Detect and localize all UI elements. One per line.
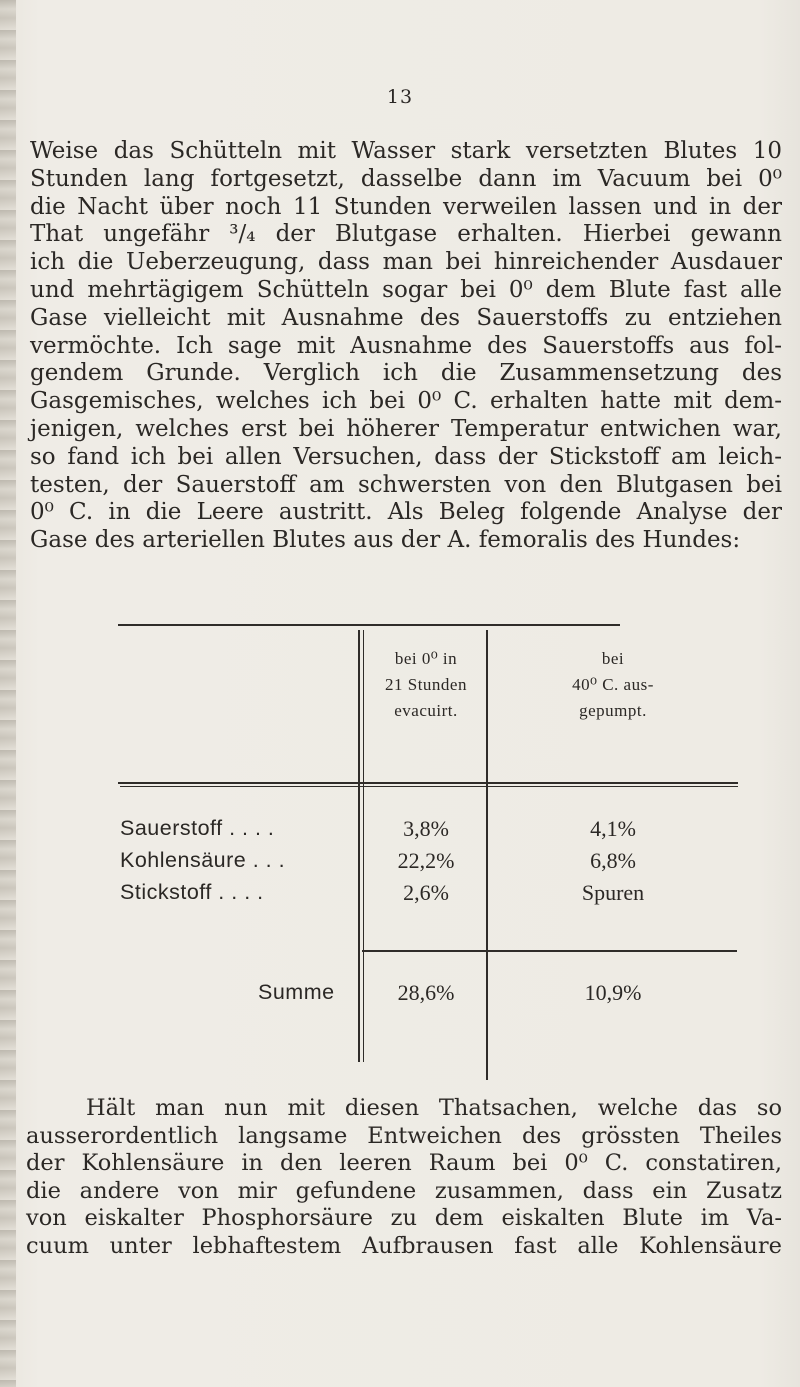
text-line: ich die Ueberzeugung, dass man bei hinreichender Ausdauer: [30, 249, 782, 276]
header-col-1-line: 21 Stunden: [385, 675, 467, 694]
text-line: der Kohlensäure in den leeren Raum bei 0⁰ C. constatiren,: [26, 1150, 782, 1176]
table-cell: 2,6%: [403, 880, 449, 905]
table-cell: 6,8%: [590, 848, 636, 873]
text-line: 0⁰ C. in die Leere austritt. Als Beleg folgende Analyse der: [30, 499, 782, 526]
row-label: Stickstoff . . . .: [120, 880, 264, 904]
table-cell: 4,1%: [590, 816, 636, 841]
row-label: Kohlensäure . . .: [120, 848, 286, 872]
column-rule-right: [486, 630, 488, 1080]
table-cell: Spuren: [581, 880, 645, 905]
text-line: und mehrtägigem Schütteln sogar bei 0⁰ dem Blute fast alle: [30, 276, 782, 303]
header-col-1-line: evacuirt.: [394, 701, 458, 720]
text-line: ausserordentlich langsame Entweichen des grössten Theiles: [26, 1122, 782, 1149]
table-top-rule: [118, 624, 620, 626]
text-line: Gasgemisches, welches ich bei 0⁰ C. erhalten hatte mit dem-: [30, 388, 782, 415]
table-cell: 22,2%: [397, 848, 455, 873]
text-line: testen, der Sauerstoff am schwersten von den Blutgasen bei: [30, 471, 782, 498]
sum-label: Summe: [258, 980, 335, 1004]
text-line: Gase vielleicht mit Ausnahme des Sauerstoffs zu entziehen: [30, 304, 782, 331]
header-col-2: [488, 646, 738, 724]
text-line: jenigen, welches erst bei höherer Temperatur entwichen war,: [30, 415, 782, 442]
sum-cell: 10,9%: [584, 980, 642, 1005]
text-line: Stunden lang fortgesetzt, dasselbe dann im Vacuum bei 0⁰: [30, 165, 782, 192]
text-line: Hält man nun mit diesen Thatsachen, welche das so: [86, 1095, 782, 1121]
text-line: von eiskalter Phosphorsäure zu dem eiskalten Blute im Va-: [26, 1205, 782, 1231]
text-line: die Nacht über noch 11 Stunden verweilen lassen und in der: [30, 193, 782, 220]
sum-rule: [362, 950, 737, 952]
row-label: Sauerstoff . . . .: [120, 816, 275, 840]
paragraph-top: [30, 138, 782, 555]
header-col-2-line: bei: [601, 649, 625, 668]
header-col-2-line: gepumpt.: [579, 701, 647, 720]
column-rule-left: [358, 630, 360, 1062]
text-line: gendem Grunde. Verglich ich die Zusammensetzung des: [30, 360, 782, 387]
text-line: Gase des arteriellen Blutes aus der A. femoralis des Hundes:: [30, 527, 741, 554]
header-col-1: [366, 646, 486, 724]
text-line: die andere von mir gefundene zusammen, dass ein Zusatz: [26, 1177, 782, 1204]
header-col-2-line: 40⁰ C. aus-: [572, 675, 654, 694]
text-line: vermöchte. Ich sage mit Ausnahme des Sauerstoffs aus fol-: [30, 332, 782, 359]
text-line: so fand ich bei allen Versuchen, dass der Stickstoff am leich-: [30, 443, 782, 470]
header-rule: [118, 782, 738, 784]
page-number: 13: [386, 86, 414, 108]
header-rule-thin: [120, 786, 738, 787]
header-col-1-line: bei 0⁰ in: [394, 649, 458, 668]
sum-cell: 28,6%: [397, 980, 455, 1005]
text-line: cuum unter lebhaftestem Aufbrausen fast alle Kohlensäure: [26, 1232, 782, 1259]
table-cell: 3,8%: [403, 816, 449, 841]
column-rule-left-thin: [363, 630, 364, 1062]
text-line: That ungefähr ³/₄ der Blutgase erhalten. Hierbei gewann: [30, 221, 782, 248]
paragraph-bottom: [26, 1095, 782, 1260]
text-line: Weise das Schütteln mit Wasser stark versetzten Blutes 10: [30, 138, 782, 164]
book-spine-edge: [0, 0, 16, 1387]
